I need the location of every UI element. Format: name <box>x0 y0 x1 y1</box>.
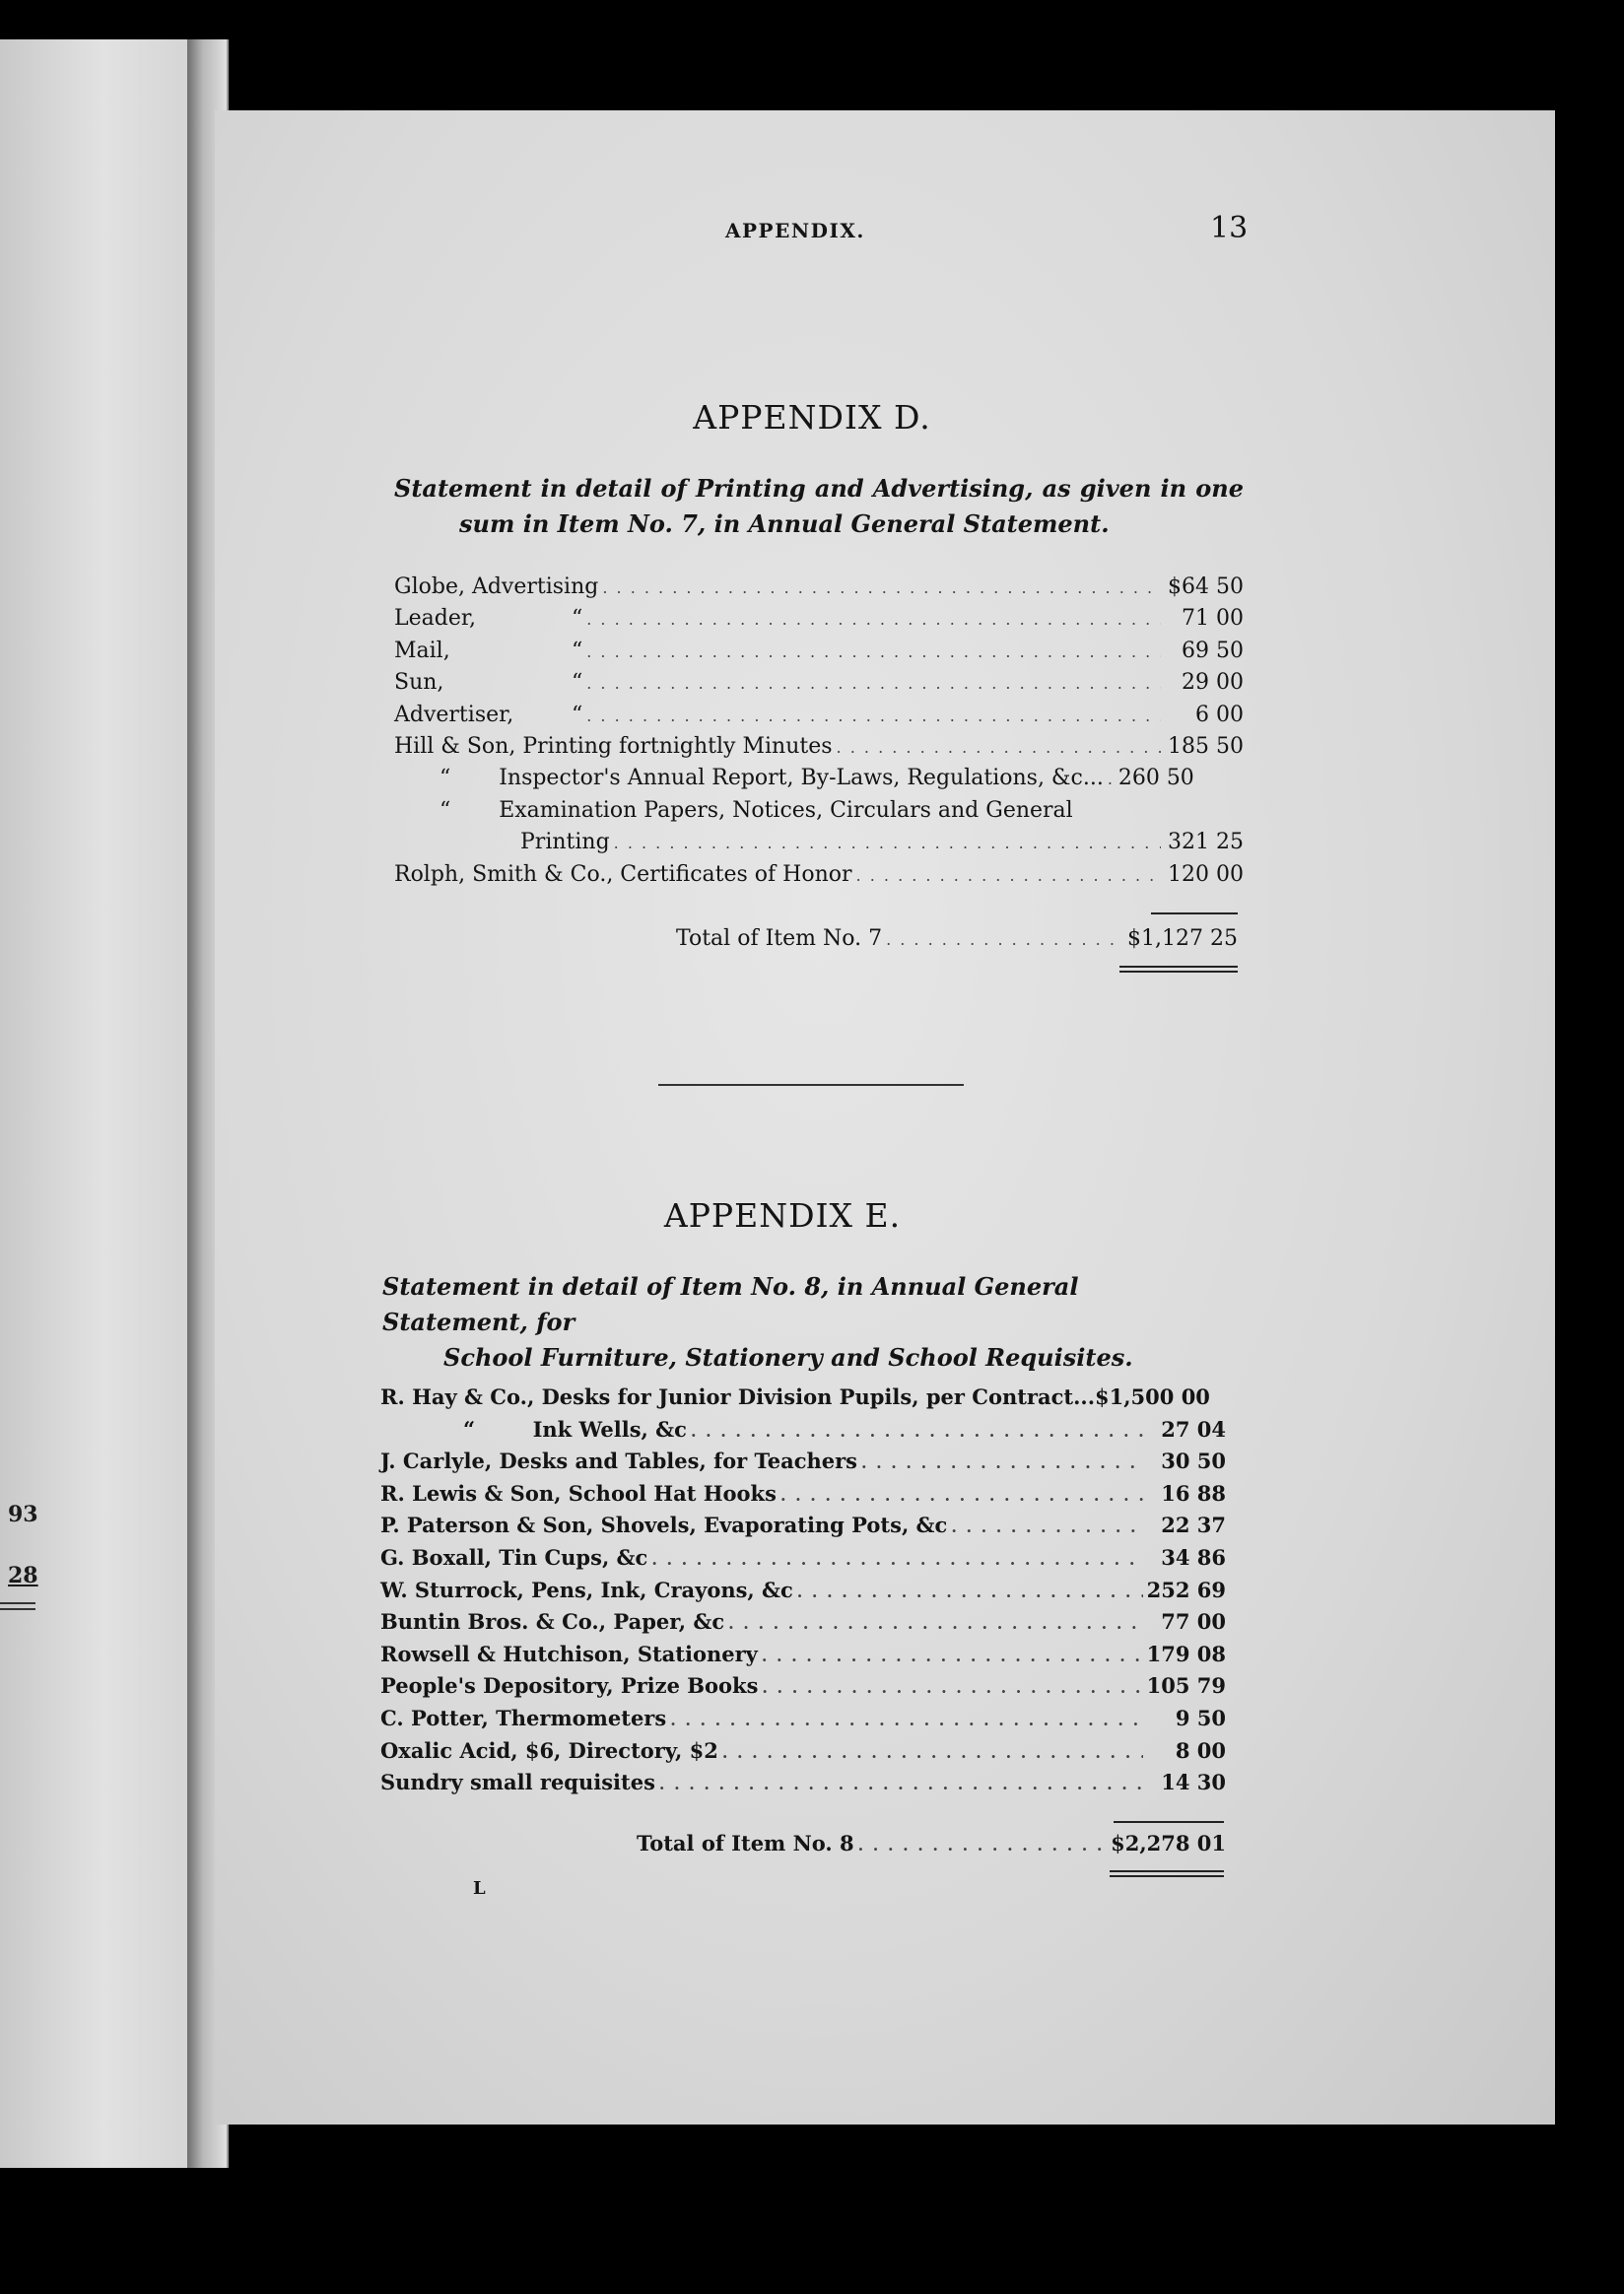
ditto-mark: “ <box>572 670 583 696</box>
leader-dots <box>586 604 1161 636</box>
row-label: P. Paterson & Son, Shovels, Evaporating Pots, &c <box>380 1513 948 1538</box>
ledger-row <box>380 1735 1226 1768</box>
ledger-row <box>394 572 1244 603</box>
row-label: Examination Papers, Notices, Circulars and General <box>499 797 1073 823</box>
ledger-row <box>380 1414 1226 1447</box>
row-amount: 179 08 <box>1146 1641 1226 1666</box>
row-label: Rowsell & Hutchison, Stationery <box>380 1641 758 1666</box>
row-amount: 14 30 <box>1161 1770 1226 1795</box>
row-label: Sundry small requisites <box>380 1770 655 1795</box>
leader-dots <box>856 860 1161 892</box>
leader-dots <box>659 1769 1143 1801</box>
row-label: Inspector's Annual Report, By-Laws, Regulations, &c... <box>499 766 1104 791</box>
ledger-row <box>380 1382 1226 1414</box>
row-amount: 8 00 <box>1175 1737 1226 1763</box>
total-amount: $2,278 01 <box>1111 1831 1226 1855</box>
leader-dots <box>691 1416 1143 1449</box>
appendix-e-ledger <box>380 1382 1226 1799</box>
leader-dots <box>797 1577 1143 1609</box>
appendix-d-total <box>676 926 1238 951</box>
row-label: Buntin Bros. & Co., Paper, &c <box>380 1609 725 1635</box>
row-label: R. Hay & Co., Desks for Junior Division Pupils, per Contract... <box>380 1384 1096 1409</box>
total-label: Total of Item No. 8 <box>637 1831 854 1855</box>
leader-dots <box>762 1672 1142 1705</box>
subtitle-line: Statement in detail of Item No. 8, in Annual General Statement, for <box>382 1272 1079 1336</box>
appendix-e-total <box>637 1831 1226 1855</box>
ledger-row <box>380 1670 1226 1703</box>
leader-dots <box>651 1544 1143 1577</box>
leader-dots <box>780 1480 1143 1513</box>
ledger-row <box>394 603 1244 635</box>
row-label: Sun, <box>394 670 444 696</box>
leader-dots <box>728 1608 1143 1641</box>
row-label: R. Lewis & Son, School Hat Hooks <box>380 1480 777 1506</box>
ledger-row <box>380 1767 1226 1799</box>
row-amount: $1,500 00 <box>1095 1384 1210 1409</box>
row-amount: 27 04 <box>1161 1416 1226 1442</box>
appendix-d-title: APPENDIX D. <box>693 398 931 437</box>
row-label: Ink Wells, &c <box>532 1416 687 1442</box>
ditto-mark: “ <box>572 606 583 632</box>
leader-dots <box>886 930 1123 949</box>
row-amount: 185 50 <box>1168 733 1244 759</box>
row-label: J. Carlyle, Desks and Tables, for Teachers <box>380 1449 857 1474</box>
leader-dots <box>586 701 1161 732</box>
ledger-row <box>394 700 1244 731</box>
facing-page-rule <box>0 1608 35 1610</box>
row-amount: $64 50 <box>1168 574 1244 599</box>
subtitle-line: Statement in detail of Printing and Advertising, as given in one <box>394 474 1244 503</box>
appendix-d-ledger <box>394 572 1244 891</box>
double-rule <box>1119 966 1238 973</box>
total-amount: $1,127 25 <box>1127 926 1238 951</box>
ditto-mark: “ <box>572 702 583 727</box>
row-amount: 321 25 <box>1168 830 1244 855</box>
row-label: C. Potter, Thermometers <box>380 1705 667 1730</box>
leader-dots <box>614 828 1161 859</box>
ledger-row <box>380 1478 1226 1511</box>
row-label: People's Depository, Prize Books <box>380 1673 759 1699</box>
row-amount: 69 50 <box>1182 638 1244 663</box>
row-amount: 120 00 <box>1168 861 1244 887</box>
sum-rule <box>1151 912 1238 914</box>
leader-dots <box>861 1448 1143 1480</box>
row-amount: 34 86 <box>1161 1544 1226 1570</box>
ledger-row <box>394 636 1244 667</box>
leader-dots <box>586 637 1161 668</box>
ledger-row <box>394 859 1244 891</box>
ledger-row <box>394 731 1244 763</box>
leader-dots <box>586 668 1161 700</box>
facing-page-fragment: 28 <box>8 1563 38 1588</box>
running-head: APPENDIX. <box>725 219 865 242</box>
row-amount: 16 88 <box>1161 1480 1226 1506</box>
facing-page-rule <box>0 1602 35 1604</box>
row-amount: 77 00 <box>1161 1609 1226 1635</box>
appendix-e-subtitle <box>382 1269 1230 1376</box>
signature-mark: L <box>473 1878 486 1899</box>
ditto-mark: “ <box>440 766 451 791</box>
leader-dots <box>837 732 1161 764</box>
row-amount: 105 79 <box>1146 1673 1226 1699</box>
ledger-row <box>394 827 1244 858</box>
page-number: 13 <box>1210 211 1249 245</box>
row-amount: 9 50 <box>1175 1705 1226 1730</box>
row-label: Leader, <box>394 606 476 632</box>
row-label: G. Boxall, Tin Cups, &c <box>380 1544 648 1570</box>
subtitle-line: School Furniture, Stationery and School Requisites. <box>443 1343 1133 1372</box>
row-amount: 260 50 <box>1117 766 1194 791</box>
ledger-row <box>380 1510 1226 1542</box>
ditto-mark: “ <box>572 638 583 663</box>
row-amount: 22 37 <box>1161 1513 1226 1538</box>
row-amount: 71 00 <box>1182 606 1244 632</box>
ditto-mark: “ <box>440 797 451 823</box>
total-label: Total of Item No. 7 <box>676 926 883 951</box>
ledger-row <box>380 1575 1226 1607</box>
row-amount: 6 00 <box>1195 702 1244 727</box>
row-amount: 29 00 <box>1182 670 1244 696</box>
ledger-row <box>380 1639 1226 1671</box>
row-label: Hill & Son, Printing fortnightly Minutes <box>394 733 833 759</box>
ditto-mark: “ <box>463 1416 476 1442</box>
ledger-row <box>394 667 1244 699</box>
ledger-row <box>394 795 1244 827</box>
row-label: W. Sturrock, Pens, Ink, Crayons, &c <box>380 1577 793 1602</box>
ledger-row <box>394 763 1244 794</box>
leader-dots <box>602 573 1161 604</box>
row-label: Rolph, Smith & Co., Certificates of Honor <box>394 861 852 887</box>
row-label: Advertiser, <box>394 702 514 727</box>
section-separator <box>658 1084 964 1086</box>
row-label: Printing <box>520 830 610 855</box>
row-amount: 252 69 <box>1146 1577 1226 1602</box>
subtitle-line: sum in Item No. 7, in Annual General Statement. <box>459 509 1110 538</box>
double-rule <box>1110 1870 1224 1877</box>
appendix-e-title: APPENDIX E. <box>663 1196 902 1235</box>
leader-dots <box>762 1641 1143 1673</box>
row-label: Globe, Advertising <box>394 574 599 599</box>
row-amount: 30 50 <box>1161 1449 1226 1474</box>
row-label: Oxalic Acid, $6, Directory, $2 <box>380 1737 718 1763</box>
facing-page-fragment: 93 <box>8 1502 38 1527</box>
sum-rule <box>1114 1821 1224 1823</box>
row-label: Mail, <box>394 638 450 663</box>
leader-dots <box>722 1737 1143 1770</box>
ledger-row <box>380 1703 1226 1735</box>
leader-dots <box>670 1705 1143 1737</box>
ledger-row <box>380 1446 1226 1478</box>
ledger-row <box>380 1606 1226 1639</box>
ledger-row <box>380 1542 1226 1575</box>
leader-dots <box>951 1512 1143 1544</box>
appendix-d-subtitle <box>394 471 1244 542</box>
leader-dots <box>858 1836 1107 1855</box>
